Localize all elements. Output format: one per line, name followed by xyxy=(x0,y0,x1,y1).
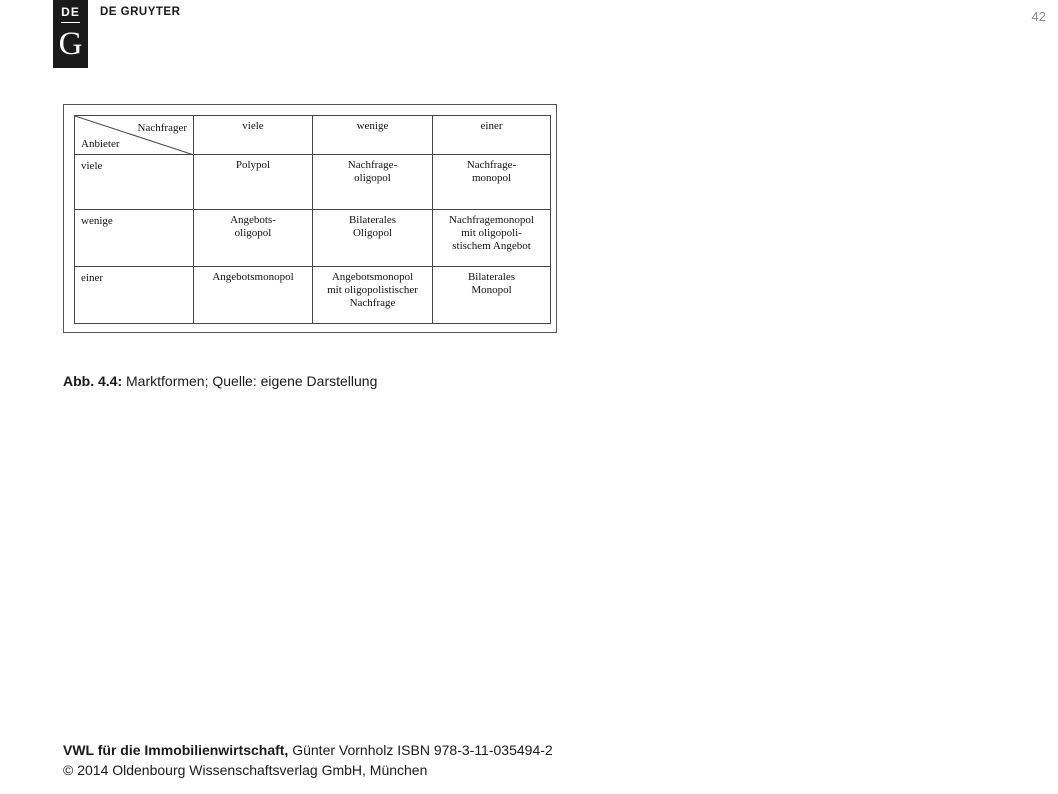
table-corner-cell xyxy=(75,116,194,155)
cell-line: Nachfrage xyxy=(349,297,396,309)
cell-line: Bilaterales xyxy=(348,214,397,226)
logo-g-letter: G xyxy=(58,26,83,62)
market-forms-table xyxy=(74,115,551,324)
publisher-logo xyxy=(53,0,88,68)
table-cell xyxy=(433,267,551,324)
cell-line: Nachfrage- xyxy=(466,159,517,171)
figure-caption xyxy=(63,373,377,389)
column-header: wenige xyxy=(313,116,433,155)
column-header: viele xyxy=(194,116,313,155)
cell-line: Oligopol xyxy=(352,227,393,239)
cell-line: mit oligopoli- xyxy=(461,227,522,239)
cell-line: Angebotsmonopol xyxy=(212,271,294,283)
table-cell xyxy=(194,267,313,324)
logo-divider xyxy=(61,22,80,23)
publisher-name: DE GRUYTER xyxy=(100,6,181,18)
cell-line: mit oligopolistischer xyxy=(327,284,418,296)
table-cell xyxy=(433,210,551,267)
table-cell xyxy=(313,210,433,267)
cell-line: oligopol xyxy=(354,172,391,184)
table-row xyxy=(75,210,551,267)
cell-line: Nachfrage- xyxy=(347,159,398,171)
cell-line: stischem Angebot xyxy=(452,240,531,252)
table-cell xyxy=(194,155,313,210)
book-title: VWL für die Immobilienwirtschaft, xyxy=(63,742,289,758)
table-row xyxy=(75,267,551,324)
table-row xyxy=(75,155,551,210)
table-cell xyxy=(433,155,551,210)
caption-text: Marktformen; Quelle: eigene Darstellung xyxy=(122,373,378,389)
footer-copyright: © 2014 Oldenbourg Wissenschaftsverlag GmbH, München xyxy=(63,762,428,778)
table-cell xyxy=(194,210,313,267)
corner-label-anbieter: Anbieter xyxy=(81,138,120,150)
row-header: viele xyxy=(75,155,194,210)
page-number: 42 xyxy=(1031,9,1046,24)
figure-frame xyxy=(63,104,557,333)
row-header: einer xyxy=(75,267,194,324)
cell-line: monopol xyxy=(471,172,512,184)
cell-line: Bilaterales xyxy=(467,271,516,283)
row-header: wenige xyxy=(75,210,194,267)
caption-label: Abb. 4.4: xyxy=(63,373,123,389)
author-isbn: Günter Vornholz ISBN 978-3-11-035494-2 xyxy=(288,742,553,758)
logo-de-text: DE xyxy=(61,5,80,19)
cell-line: Polypol xyxy=(235,159,271,171)
table-cell xyxy=(313,155,433,210)
cell-line: Monopol xyxy=(471,284,512,296)
column-header: einer xyxy=(433,116,551,155)
cell-line: Angebots- xyxy=(230,214,276,226)
footer-citation xyxy=(63,742,553,758)
corner-label-nachfrager: Nachfrager xyxy=(137,122,187,134)
cell-line: Nachfragemonopol xyxy=(449,214,534,226)
table-cell xyxy=(313,267,433,324)
cell-line: Angebotsmonopol xyxy=(331,271,414,283)
cell-line: oligopol xyxy=(234,227,272,239)
table-header-row xyxy=(75,116,551,155)
